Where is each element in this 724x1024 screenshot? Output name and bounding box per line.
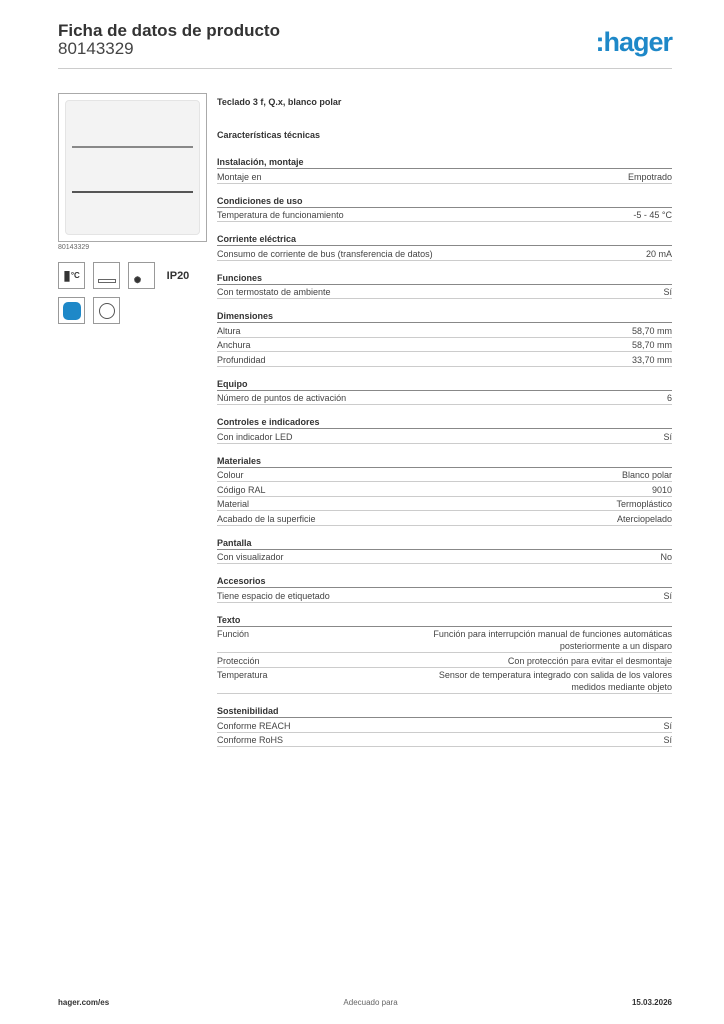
spec-section	[217, 272, 672, 300]
spec-key: Número de puntos de activación	[217, 393, 347, 403]
rotation-icon	[93, 297, 120, 324]
spec-key: Anchura	[217, 340, 251, 350]
section-header: Condiciones de uso	[217, 195, 672, 208]
section-header: Instalación, montaje	[217, 156, 672, 169]
footer-link[interactable]: hager.com/es	[58, 998, 110, 1007]
product-name: Teclado 3 f, Q.x, blanco polar	[217, 97, 342, 107]
spec-section	[217, 195, 672, 223]
spec-value: 20 mA	[645, 248, 672, 259]
spec-value: 6	[666, 393, 672, 403]
spec-value: Blanco polar	[621, 470, 672, 480]
spec-value: Termoplástico	[616, 499, 672, 509]
section-header: Materiales	[217, 455, 672, 468]
section-header: Controles e indicadores	[217, 416, 672, 429]
spec-key: Función	[217, 629, 250, 639]
spec-row	[217, 550, 672, 565]
spec-key: Montaje en	[217, 171, 262, 182]
spec-value: Con protección para evitar el desmontaje	[507, 655, 672, 666]
spec-row	[217, 352, 672, 367]
spec-row	[217, 208, 672, 223]
spec-key: Con termostato de ambiente	[217, 287, 331, 297]
spec-value: Sí	[663, 590, 672, 601]
ip20-icon	[163, 262, 193, 289]
image-code: 80143329	[58, 244, 90, 251]
spec-key: Protección	[217, 655, 260, 666]
spec-value: Sí	[663, 735, 672, 745]
section-header: Funciones	[217, 272, 672, 285]
spec-value: 9010	[651, 484, 672, 495]
spec-key: Acabado de la superficie	[217, 513, 316, 524]
temperature-label: °C	[70, 271, 80, 280]
spec-row	[217, 338, 672, 353]
spec-key: Temperatura	[217, 670, 268, 680]
spec-row	[217, 482, 672, 497]
spec-key: Con visualizador	[217, 552, 284, 562]
spec-section	[217, 310, 672, 367]
spec-value: Sí	[663, 720, 672, 731]
specs	[217, 96, 672, 747]
spec-section	[217, 416, 672, 444]
spec-row	[217, 627, 672, 654]
spec-key: Conforme RoHS	[217, 735, 284, 745]
spec-value: No	[660, 552, 672, 562]
spec-section	[217, 537, 672, 565]
section-header: Texto	[217, 614, 672, 627]
spec-row	[217, 497, 672, 512]
hager-logo: :hager	[595, 27, 672, 57]
spec-row	[217, 391, 672, 406]
spec-key: Tiene espacio de etiquetado	[217, 590, 330, 601]
spec-row	[217, 718, 672, 733]
spec-value: Función para interrupción manual de funciones automáticas posteriormente a un disparo	[433, 629, 672, 651]
spec-row	[217, 588, 672, 603]
spec-key: Consumo de corriente de bus (transferencia de datos)	[217, 248, 433, 259]
section-header: Accesorios	[217, 575, 672, 588]
spec-section	[217, 233, 672, 261]
spec-row	[217, 468, 672, 483]
spec-section	[217, 614, 672, 695]
spec-key: Conforme REACH	[217, 720, 291, 731]
spec-row	[217, 733, 672, 748]
spec-row	[217, 653, 672, 668]
spec-value: Aterciopelado	[616, 513, 672, 524]
product-code: 80143329	[58, 39, 134, 58]
spec-value: -5 - 45 °C	[633, 210, 672, 220]
spec-section	[217, 378, 672, 406]
product-image	[58, 93, 207, 242]
spec-section	[217, 156, 672, 184]
spec-section	[217, 705, 672, 747]
spec-key: Temperatura de funcionamiento	[217, 210, 344, 220]
spec-value: 33,70 mm	[631, 354, 672, 365]
spec-row	[217, 285, 672, 300]
eprel-icon	[58, 297, 85, 324]
spec-value: 58,70 mm	[631, 340, 672, 350]
spec-row	[217, 323, 672, 338]
header-divider	[58, 68, 672, 69]
spec-key: Material	[217, 499, 250, 509]
logo-text: hager	[603, 27, 672, 57]
section-header: Sostenibilidad	[217, 705, 672, 718]
section-header: Pantalla	[217, 537, 672, 550]
footer	[58, 998, 672, 1007]
temperature-icon: ▮ °C	[58, 262, 85, 289]
spec-row	[217, 511, 672, 526]
section-header: Dimensiones	[217, 310, 672, 323]
spec-key: Colour	[217, 470, 244, 480]
spec-value: Empotrado	[627, 171, 672, 182]
spec-section	[217, 455, 672, 526]
section-title: Características técnicas	[217, 130, 321, 140]
page-title: Ficha de datos de producto	[58, 21, 280, 40]
spec-row	[217, 169, 672, 184]
spec-row	[217, 246, 672, 261]
feature-icons	[58, 262, 208, 324]
spec-value: 58,70 mm	[631, 325, 672, 336]
spec-row	[217, 668, 672, 695]
spec-key: Altura	[217, 325, 241, 336]
spec-value: Sí	[663, 287, 672, 297]
display-icon	[93, 262, 120, 289]
spec-key: Profundidad	[217, 354, 266, 365]
spec-row	[217, 429, 672, 444]
section-header: Corriente eléctrica	[217, 233, 672, 246]
ip20-label: IP20	[166, 269, 190, 282]
spec-section	[217, 575, 672, 603]
spec-key: Código RAL	[217, 484, 266, 495]
spec-key: Con indicador LED	[217, 431, 293, 442]
footer-date: 15.03.2026	[631, 998, 672, 1007]
section-header: Equipo	[217, 378, 672, 391]
spec-value: Sí	[663, 431, 672, 442]
spec-value: Sensor de temperatura integrado con salida de los valores medidos mediante objeto	[438, 670, 672, 692]
led-icon: ✺	[128, 262, 155, 289]
footer-center: Adecuado para	[343, 998, 398, 1007]
